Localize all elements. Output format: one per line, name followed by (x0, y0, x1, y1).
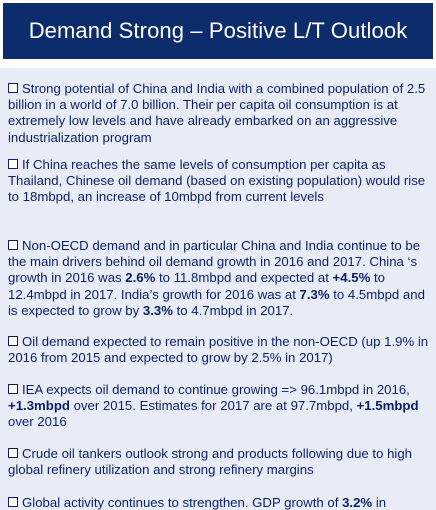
bullet-tankers-outlook (8, 446, 430, 478)
bullet-china-india-potential (8, 81, 430, 146)
checkbox-icon (8, 448, 18, 458)
bold-value: 3.3% (142, 302, 173, 318)
checkbox-icon (8, 83, 18, 93)
bold-value: 2.6% (125, 270, 156, 286)
bold-value: 3.2% (342, 495, 373, 510)
bold-value: +1.3mbpd (8, 398, 70, 414)
bullet-global-activity (8, 495, 430, 510)
bullet-iea-expectations (8, 382, 430, 431)
bullet-text: Strong potential of China and India with a combined population of 2.5 billion in a world of 7.0 billion. Their per capita oil consumption is at extremely low levels and have already embarked on an aggressive industrialization program (8, 81, 426, 145)
checkbox-icon (8, 497, 18, 507)
bullet-text: If China reaches the same levels of consumption per capita as Thailand, Chinese oil demand (based on existing population) would rise to 18mbpd, an increase of 10mbpd from current levels (8, 157, 426, 205)
bullet-text: over 2016 (8, 414, 67, 430)
bullet-text: over 2015. Estimates for 2017 are at 97.7mbpd, (69, 398, 357, 414)
bold-value: +4.5% (332, 270, 371, 286)
bullet-thailand-comparison (8, 157, 430, 206)
checkbox-icon (8, 336, 18, 346)
bold-value: +1.5mbpd (356, 398, 419, 414)
bullet-text: to 4.5mbpd and is expected to grow by (8, 286, 425, 318)
bullet-text: to 12.4mbpd in 2017. India’s growth for 2016 was at (8, 270, 385, 302)
bullet-text: Non-OECD demand and in particular China and India continue to be the main drivers behind oil demand growth in 2016 and 2017. China ‘s growth in 2016 was (8, 238, 421, 286)
checkbox-icon (8, 159, 18, 169)
bullet-list (0, 68, 436, 510)
bullet-text: in (372, 495, 387, 510)
bullet-text: to 11.8mbpd and expected at (155, 270, 333, 286)
bullet-text: Oil demand expected to remain positive in the non-OECD (up 1.9% in 2016 from 2015 and expected to grow by 2.5% in 2017) (8, 334, 429, 366)
bullet-text: Global activity continues to strengthen. GDP growth of (22, 495, 343, 510)
checkbox-icon (8, 240, 18, 250)
bullet-text: IEA expects oil demand to continue growing => 96.1mbpd in 2016, (22, 382, 410, 397)
bullet-non-oecd-growth (8, 238, 430, 319)
checkbox-icon (8, 384, 18, 394)
bold-value: 7.3% (299, 286, 330, 302)
bullet-text: Crude oil tankers outlook strong and products following due to high global refinery utilization and strong refinery margins (8, 446, 413, 478)
slide-title: Demand Strong – Positive L/T Outlook (28, 18, 408, 43)
title-bar (3, 3, 433, 59)
bullet-non-oecd-positive (8, 334, 430, 366)
bullet-text: to 4.7mbpd in 2017. (172, 302, 294, 318)
